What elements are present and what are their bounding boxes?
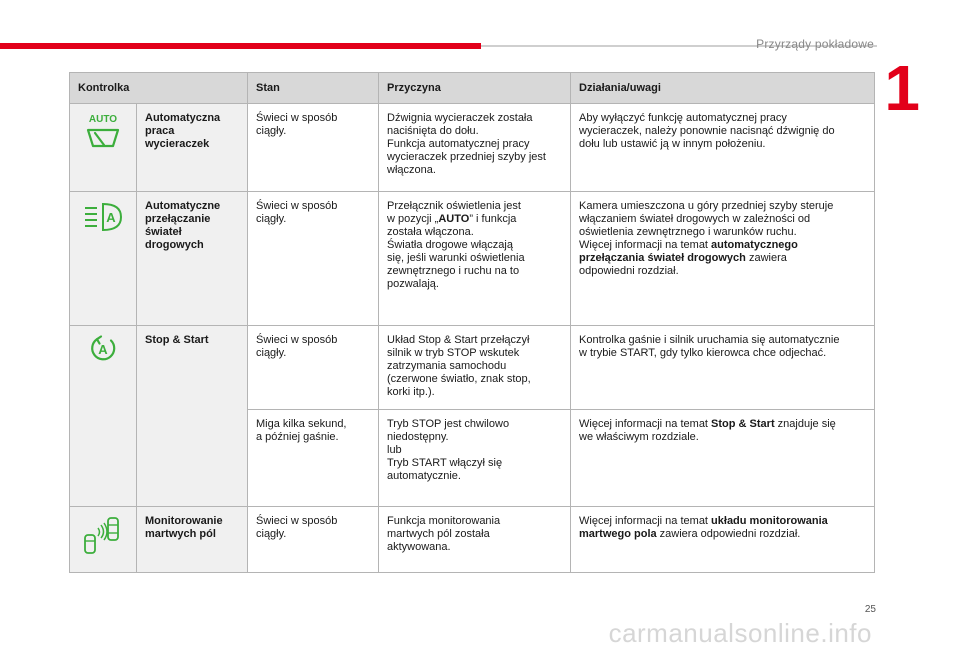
light-action: [571, 410, 875, 507]
header-kontrolka: Kontrolka: [70, 73, 248, 104]
stop-start-icon-label: A: [98, 342, 108, 357]
action-bold-text: Stop & Start: [711, 418, 775, 430]
stop-start-icon: [88, 334, 118, 368]
action-text: Kamera umieszczona u góry przedniej szyby steruje włączaniem świateł drogowych w zależności od oświetlenia zewnętrznego i warunków ruchu. Więcej informacji na temat: [579, 200, 834, 251]
action-text: zawiera odpowiedni rozdział.: [579, 252, 787, 277]
light-cause: Układ Stop & Start przełączył silnik w tryb STOP wskutek zatrzymania samochodu (czerwone światło, znak stop, korki itp.).: [379, 326, 571, 410]
light-state: Świeci w sposób ciągły.: [248, 507, 379, 573]
page-number: 25: [864, 604, 876, 615]
action-text: zawiera odpowiedni rozdział.: [656, 528, 801, 540]
cause-text: Przełącznik oświetlenia jest w pozycji „: [387, 200, 521, 225]
section-title: Przyrządy pokładowe: [756, 37, 874, 51]
chapter-number: 1: [884, 52, 920, 124]
action-text: Więcej informacji na temat: [579, 515, 712, 527]
light-name: Automatyczne przełączanie świateł drogowych: [137, 192, 248, 326]
header-przyczyna: Przyczyna: [379, 73, 571, 104]
cause-bold-text: AUTO: [438, 213, 470, 225]
light-state: Świeci w sposób ciągły.: [248, 104, 379, 192]
table-row: [70, 104, 875, 192]
table-row: [70, 326, 875, 410]
light-state: Świeci w sposób ciągły.: [248, 326, 379, 410]
light-cause: Tryb STOP jest chwilowo niedostępny. lub Tryb START włączył się automatycznie.: [379, 410, 571, 507]
action-bold-text: układu monitorowania martwego pola: [579, 515, 828, 540]
light-cause: Dźwignia wycieraczek została naciśnięta do dołu. Funkcja automatycznej pracy wycieraczek przedniej szyby jest włączona.: [379, 104, 571, 192]
light-state: Świeci w sposób ciągły.: [248, 192, 379, 326]
light-name: Monitorowanie martwych pól: [137, 507, 248, 573]
table-row: [70, 507, 875, 573]
warning-lights-table: [69, 72, 875, 573]
icon-cell: [70, 192, 137, 326]
header-dzialania: Działania/uwagi: [571, 73, 875, 104]
header-stan: Stan: [248, 73, 379, 104]
light-action: [571, 507, 875, 573]
watermark: carmanualsonline.info: [608, 618, 872, 648]
header-red-bar: [0, 43, 481, 49]
action-bold-text: automatycznego przełączania świateł drogowych: [579, 239, 798, 264]
icon-cell: [70, 326, 137, 507]
light-name: Stop & Start: [137, 326, 248, 507]
blind-spot-icon: [82, 515, 124, 559]
icon-cell: [70, 104, 137, 192]
light-state: Miga kilka sekund, a później gaśnie.: [248, 410, 379, 507]
cause-text: ” i funkcja została włączona. Światła drogowe włączają się, jeśli warunki oświetlenia zewnętrznego i ruchu na to pozwalają.: [387, 213, 525, 290]
light-action: [571, 192, 875, 326]
auto-wiper-icon: [83, 112, 123, 156]
table-row: [70, 192, 875, 326]
light-name: Automatyczna praca wycieraczek: [137, 104, 248, 192]
light-cause: Funkcja monitorowania martwych pól została aktywowana.: [379, 507, 571, 573]
light-action: Kontrolka gaśnie i silnik uruchamia się automatycznie w trybie START, gdy tylko kierowca chce odjechać.: [571, 326, 875, 410]
auto-high-beam-icon: [83, 200, 123, 238]
icon-cell: [70, 507, 137, 573]
svg-text:A: A: [106, 210, 116, 225]
table-header-row: [70, 73, 875, 104]
light-action: Aby wyłączyć funkcję automatycznej pracy wycieraczek, należy ponownie nacisnąć dźwignię do dołu lub ustawić ją w innym położeniu.: [571, 104, 875, 192]
light-cause: [379, 192, 571, 326]
action-text: Więcej informacji na temat: [579, 418, 712, 430]
auto-wiper-icon-label: AUTO: [88, 114, 118, 125]
action-text: znajduje się we właściwym rozdziale.: [579, 418, 836, 443]
